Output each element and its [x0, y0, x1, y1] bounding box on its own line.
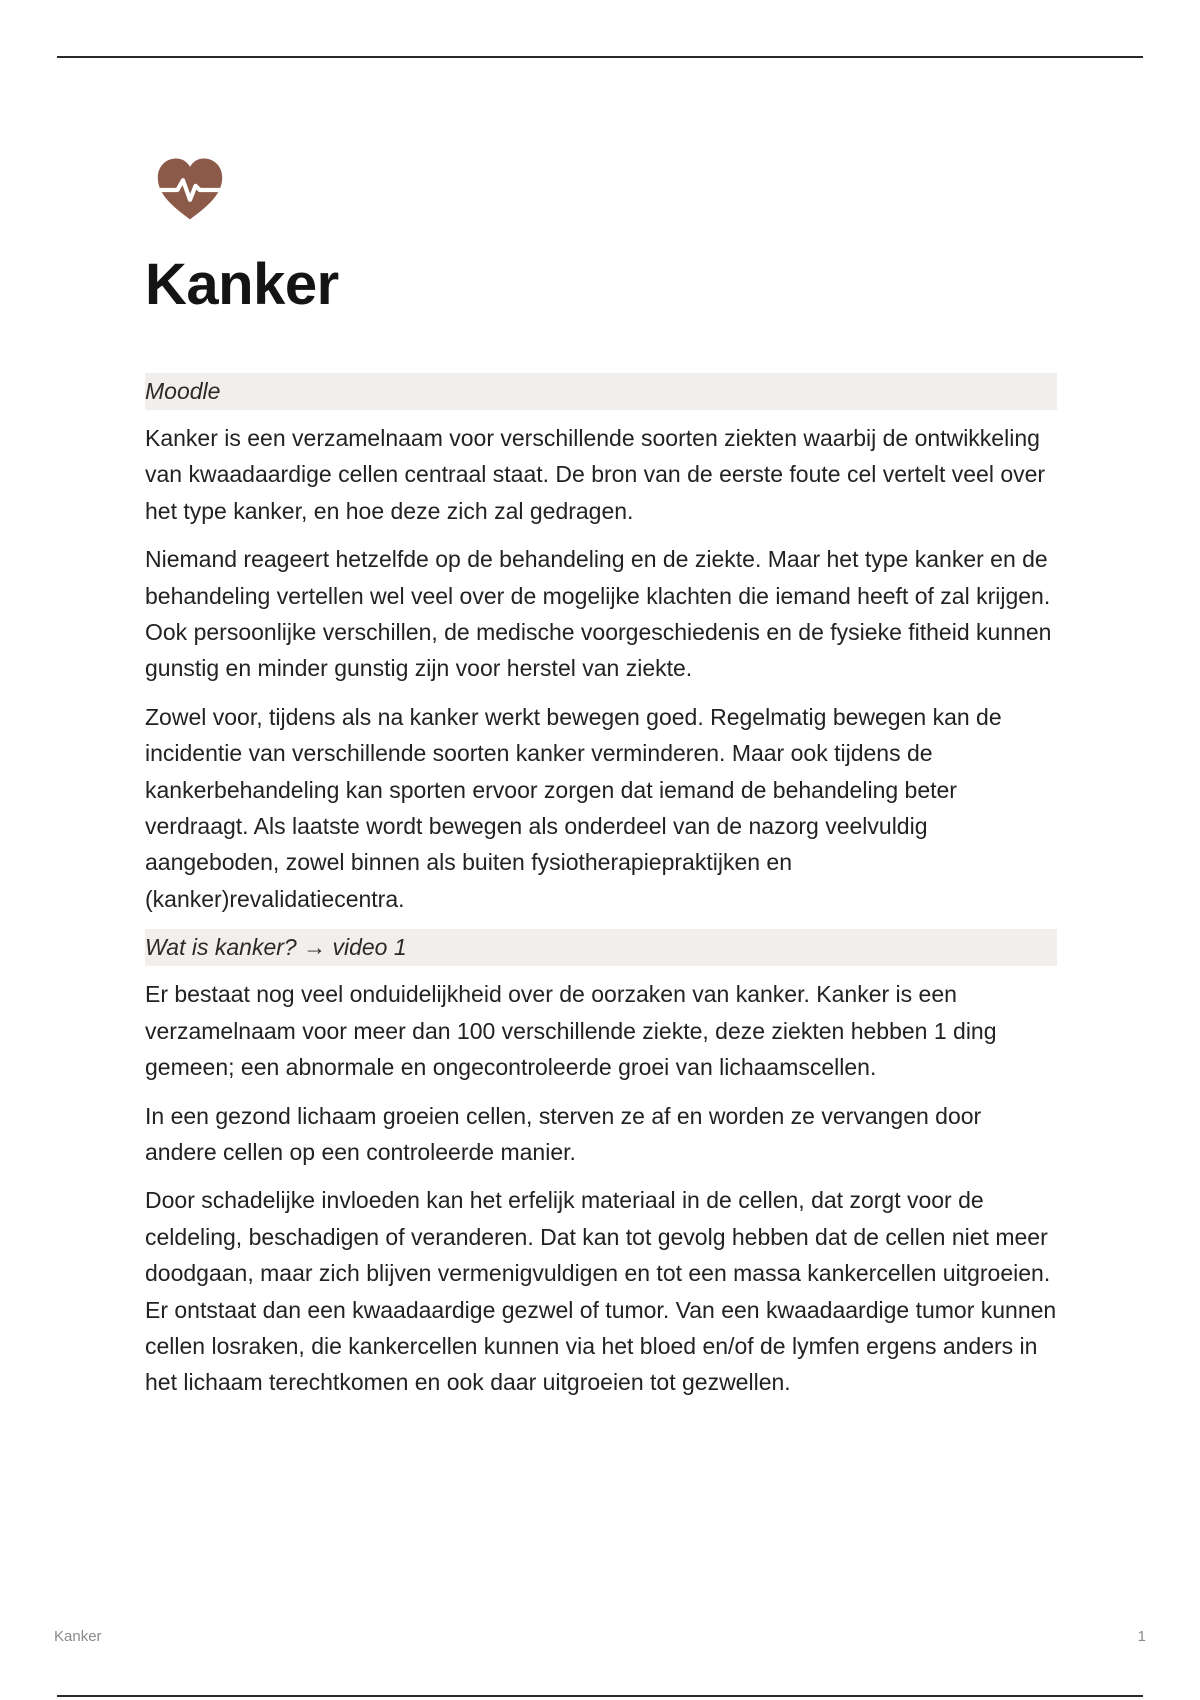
- paragraph: Door schadelijke invloeden kan het erfelijk materiaal in de cellen, dat zorgt voor de celdeling, beschadigen of veranderen. Dat kan tot gevolg hebben dat de cellen niet meer doodgaan, maar zich blijven vermenigvuldigen en tot een massa kankercellen uitgroeien. Er ontstaat dan een kwaadaardige gezwel of tumor. Van een kwaadaardige tumor kunnen cellen losraken, die kankercellen kunnen via het bloed en/of de lymfen ergens anders in het lichaam terechtkomen en ook daar uitgroeien tot gezwellen.: [145, 1187, 1057, 1396]
- footer-document-title: Kanker: [54, 1628, 102, 1645]
- top-border-line: [57, 56, 1143, 58]
- paragraph: Niemand reageert hetzelfde op de behandeling en de ziekte. Maar het type kanker en de behandeling vertellen wel veel over de mogelijke klachten die iemand heeft of zal krijgen. Ook persoonlijke verschillen, de medische voorgeschiedenis en de fysieke fitheid kunnen gunstig en minder gunstig zijn voor herstel van ziekte.: [145, 546, 1052, 682]
- page-title: Kanker: [145, 252, 339, 317]
- footer-page-number: 1: [1137, 1628, 1146, 1645]
- paragraph: In een gezond lichaam groeien cellen, sterven ze af en worden ze vervangen door andere cellen op een controleerde manier.: [145, 1102, 982, 1165]
- page-content: [145, 155, 1057, 1413]
- paragraph: Zowel voor, tijdens als na kanker werkt bewegen goed. Regelmatig bewegen kan de incidentie van verschillende soorten kanker verminderen. Maar ook tijdens de kankerbehandeling kan sporten ervoor zorgen dat iemand de behandeling beter verdraagt. Als laatste wordt bewegen als onderdeel van de nazorg veelvuldig aangeboden, zowel binnen als buiten fysiotherapiepraktijken en (kanker)revalidatiecentra.: [145, 703, 1002, 912]
- heart-pulse-icon: [155, 155, 225, 225]
- section-heading-moodle: Moodle: [145, 373, 1057, 410]
- paragraph: Er bestaat nog veel onduidelijkheid over de oorzaken van kanker. Kanker is een verzamelnaam voor meer dan 100 verschillende ziekte, deze ziekten hebben 1 ding gemeen; een abnormale en ongecontroleerde groei van lichaamscellen.: [145, 981, 997, 1081]
- heart-pulse-icon-graphic: [155, 155, 225, 225]
- bottom-border-line: [57, 1695, 1143, 1697]
- paragraph: Kanker is een verzamelnaam voor verschillende soorten ziekten waarbij de ontwikkeling van kwaadaardige cellen centraal staat. De bron van de eerste foute cel vertelt veel over het type kanker, en hoe deze zich zal gedragen.: [145, 425, 1046, 524]
- document-body: [145, 373, 1057, 1401]
- section-heading-wat-is-kanker: Wat is kanker? → video 1: [145, 929, 1057, 966]
